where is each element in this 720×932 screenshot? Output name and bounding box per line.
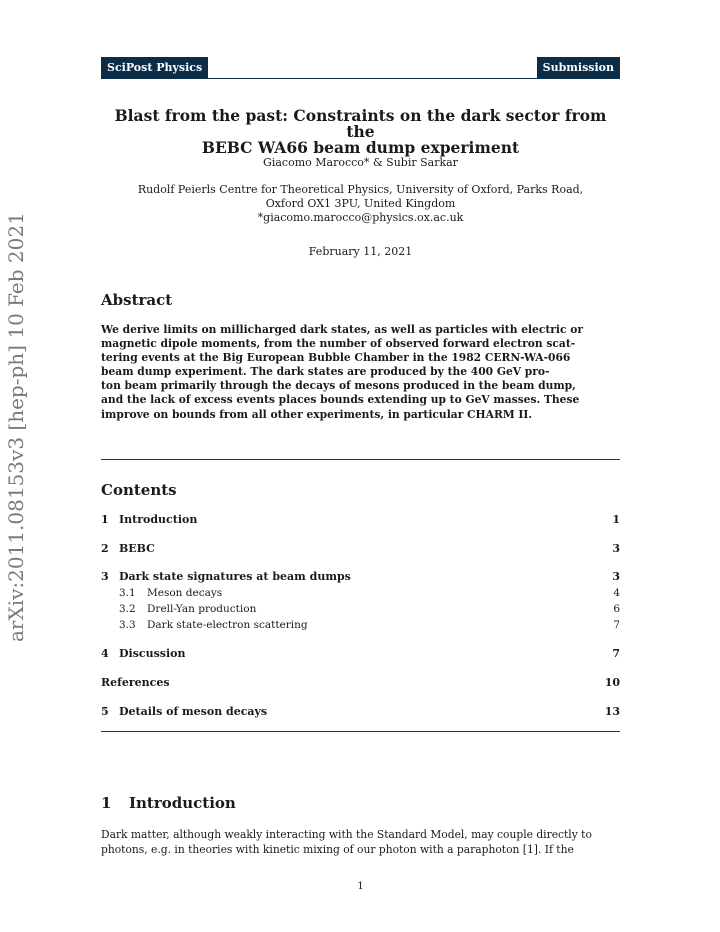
toc-page: 3 <box>612 570 620 583</box>
section-title: Introduction <box>129 794 236 812</box>
contents-bottom-rule <box>101 731 620 732</box>
abstract-line: We derive limits on millicharged dark states, as well as particles with electric or <box>101 323 583 336</box>
toc-entry[interactable] <box>101 647 620 661</box>
toc-title: Meson decays <box>147 587 223 599</box>
toc-title: BEBC <box>119 542 155 555</box>
toc-number: 1 <box>101 513 109 526</box>
toc-title: Drell-Yan production <box>147 603 257 615</box>
abstract-line: magnetic dipole moments, from the number of observed forward electron scat- <box>101 337 576 351</box>
toc-entry[interactable] <box>101 676 620 690</box>
title-line-1: Blast from the past: Constraints on the dark sector from the <box>114 106 607 141</box>
journal-header <box>101 57 620 79</box>
contents-heading: Contents <box>101 481 177 499</box>
abstract-body <box>101 323 620 422</box>
section-number: 1 <box>101 794 112 812</box>
toc-subentry[interactable] <box>101 586 620 600</box>
contents-top-rule <box>101 459 620 460</box>
abstract-line: tering events at the Big European Bubble Chamber in the 1982 CERN-WA-066 <box>101 351 571 365</box>
toc-page: 10 <box>604 676 620 689</box>
toc-number: 2 <box>101 542 109 555</box>
toc-number: 3.2 <box>119 603 136 615</box>
toc-title: Discussion <box>119 647 186 660</box>
journal-badge: SciPost Physics <box>101 57 208 79</box>
abstract-line: beam dump experiment. The dark states are produced by the 400 GeV pro- <box>101 365 550 379</box>
affiliation-block <box>101 183 620 225</box>
author-email: *giacomo.marocco@physics.ox.ac.uk <box>257 211 464 224</box>
introduction-heading <box>101 794 236 812</box>
toc-number: 5 <box>101 705 109 718</box>
paper-title <box>101 108 620 156</box>
abstract-heading: Abstract <box>101 291 173 309</box>
toc-number: 3 <box>101 570 109 583</box>
toc-title: Dark state-electron scattering <box>147 619 308 631</box>
toc-title: References <box>101 676 170 689</box>
submission-badge: Submission <box>537 57 620 79</box>
title-line-2: BEBC WA66 beam dump experiment <box>201 138 520 157</box>
introduction-body <box>101 828 620 857</box>
toc-page: 13 <box>604 705 620 718</box>
body-line: Dark matter, although weakly interacting with the Standard Model, may couple directly to <box>101 828 592 841</box>
toc-page: 7 <box>612 647 620 660</box>
body-line: photons, e.g. in theories with kinetic mixing of our photon with a paraphoton [1]. If the <box>101 842 574 856</box>
paper-date: February 11, 2021 <box>308 245 413 258</box>
toc-entry[interactable] <box>101 542 620 556</box>
toc-number: 3.3 <box>119 619 136 631</box>
toc-title: Dark state signatures at beam dumps <box>119 570 351 583</box>
toc-subentry[interactable] <box>101 602 620 616</box>
toc-number: 3.1 <box>119 587 136 599</box>
abstract-line: ton beam primarily through the decays of mesons produced in the beam dump, <box>101 379 576 393</box>
abstract-line: improve on bounds from all other experiments, in particular CHARM II. <box>101 407 533 421</box>
toc-page: 7 <box>613 619 620 631</box>
abstract-line: and the lack of excess events places bounds extending up to GeV masses. These <box>101 393 580 407</box>
toc-page: 4 <box>613 587 620 599</box>
toc-page: 6 <box>613 603 620 615</box>
toc-entry[interactable] <box>101 570 620 584</box>
affiliation-line-1: Rudolf Peierls Centre for Theoretical Physics, University of Oxford, Parks Road, <box>137 183 584 196</box>
toc-subentry[interactable] <box>101 618 620 632</box>
affiliation-line-2: Oxford OX1 3PU, United Kingdom <box>265 197 456 210</box>
page-number: 1 <box>357 881 364 892</box>
toc-page: 1 <box>612 513 620 526</box>
toc-page: 3 <box>612 542 620 555</box>
toc-entry[interactable] <box>101 513 620 527</box>
toc-title: Introduction <box>119 513 198 526</box>
toc-entry[interactable] <box>101 705 620 719</box>
toc-title: Details of meson decays <box>119 705 268 718</box>
toc-number: 4 <box>101 647 109 660</box>
arxiv-stamp: arXiv:2011.08153v3 [hep-ph] 10 Feb 2021 <box>4 212 28 642</box>
authors: Giacomo Marocco* & Subir Sarkar <box>263 156 458 169</box>
